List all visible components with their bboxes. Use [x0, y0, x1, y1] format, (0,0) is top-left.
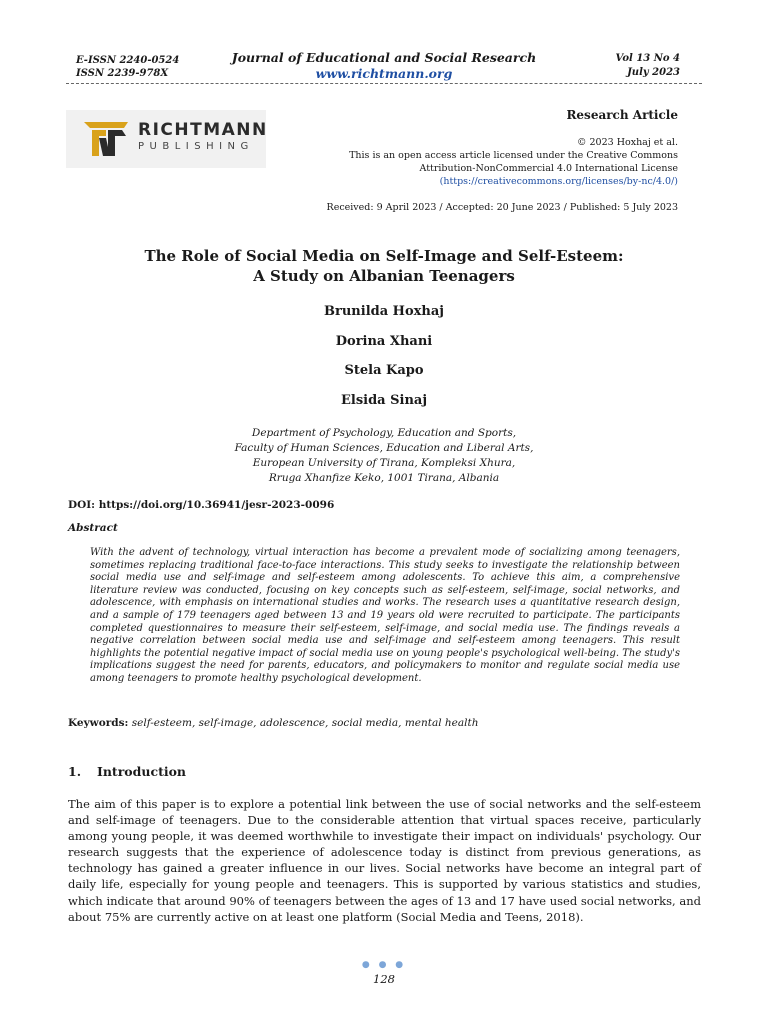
journal-url[interactable]: www.richtmann.org [315, 66, 453, 81]
keywords [68, 717, 479, 729]
license-line: This is an open access article licensed under the Creative Commons [349, 150, 678, 161]
affiliation-line: Rruga Xhanfize Keko, 1001 Tirana, Albania [268, 472, 500, 484]
author-name: Brunilda Hoxhaj [324, 304, 444, 319]
author-name: Elsida Sinaj [340, 393, 428, 408]
license-block [349, 136, 678, 188]
issue-date: July 2023 [627, 67, 680, 78]
article-type: Research Article [566, 108, 678, 122]
section-title: Introduction [97, 764, 187, 779]
header-divider [66, 83, 702, 84]
doi-link[interactable]: DOI: https://doi.org/10.36941/jesr-2023-0096 [68, 499, 335, 511]
affiliation-line: Department of Psychology, Education and Sports, [251, 427, 517, 439]
article-title [0, 246, 768, 286]
affiliation-line: European University of Tirana, Kompleksi Xhura, [252, 457, 516, 469]
affiliation-line: Faculty of Human Sciences, Education and Liberal Arts, [234, 442, 534, 454]
section-heading [68, 764, 186, 779]
keywords-label: Keywords: [68, 717, 129, 729]
license-link[interactable]: (https://creativecommons.org/licenses/by-nc/4.0/) [439, 176, 678, 187]
introduction-paragraph: The aim of this paper is to explore a potential link between the use of social networks and the self-esteem and self-image of teenagers. Due to the considerable attention that virtual spaces receive, particularly among young people, it was deemed worthwhile to investigate their impact on individuals' psychology. Our research suggests that the experience of adolescence today is distinct from previous generations, as technology has gained a greater influence in our lives. Social networks have become an integral part of daily life, especially for young people and teenagers. This is supported by various statistics and studies, which indicate that around 90% of teenagers between the ages of 13 and 17 have used social networks, and about 75% are currently active on at least one platform (Social Media and Teens, 2018). [68, 797, 701, 924]
affiliation [0, 426, 768, 486]
author-name: Dorina Xhani [335, 334, 433, 349]
logo-sub-text: PUBLISHING [138, 141, 254, 152]
publisher-logo [66, 110, 266, 168]
author-name: Stela Kapo [344, 363, 424, 378]
header-volume-block [616, 52, 680, 80]
volume: Vol 13 No 4 [615, 53, 680, 64]
page-number: 128 [373, 972, 395, 986]
title-line-1: The Role of Social Media on Self-Image and Self-Esteem: [144, 247, 624, 265]
journal-title: Journal of Educational and Social Research [231, 50, 537, 65]
publication-dates: Received: 9 April 2023 / Accepted: 20 June 2023 / Published: 5 July 2023 [326, 202, 678, 213]
title-line-2: A Study on Albanian Teenagers [253, 267, 515, 285]
abstract-heading: Abstract [68, 522, 118, 534]
issn: ISSN 2239-978X [76, 68, 169, 79]
section-number: 1. [68, 764, 82, 779]
footer-dots: ● ● ● [361, 960, 407, 970]
keywords-text: self-esteem, self-image, adolescence, social media, mental health [128, 717, 479, 729]
eissn: E-ISSN 2240-0524 [76, 55, 180, 66]
logo-brand-text: RICHTMANN [138, 120, 268, 140]
license-line-2: Attribution-NonCommercial 4.0 International License [419, 163, 678, 174]
copyright-line: © 2023 Hoxhaj et al. [576, 137, 678, 148]
abstract-text: With the advent of technology, virtual interaction has become a prevalent mode of socializing among teenagers, sometimes replacing traditional face-to-face interactions. This study seeks to investigate the relationship between social media use and self-image and self-esteem among adolescents. To achieve this aim, a comprehensive literature review was conducted, focusing on key concepts such as self-esteem, self-image, social networks, and adolescence, with emphasis on international studies and works. The research uses a quantitative research design, and a sample of 179 teenagers aged between 13 and 19 years old were recruited to participate. The participants completed questionnaires to measure their self-esteem, self-image, and social media use. The findings reveals a negative correlation between social media use and self-image and self-esteem among teenagers. This result highlights the potential negative impact of social media use on young people's psychological well-being. The study's implications suggest the need for parents, educators, and policymakers to monitor and regulate social media use among teenagers to promote healthy psychological development. [90, 547, 680, 684]
publisher-logo-icon [82, 116, 132, 160]
